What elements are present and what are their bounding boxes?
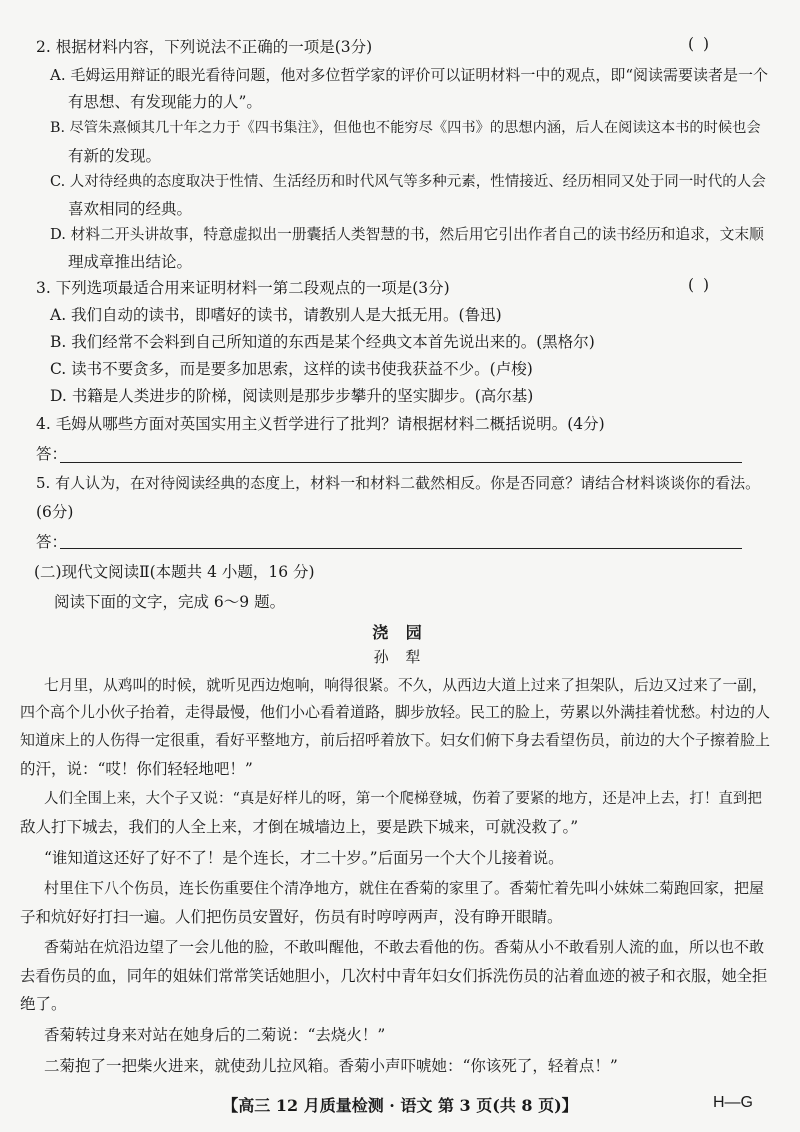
page-footer: 【高三 12 月质量检测 · 语文 第 3 页(共 8 页)】: [222, 1096, 578, 1115]
paper-code: H—G: [713, 1094, 753, 1111]
q4-answer-line[interactable]: [60, 462, 742, 463]
q3-option-d: D. 书籍是人类进步的阶梯，阅读则是那步步攀升的坚实脚步。(高尔基): [50, 387, 534, 405]
paragraph-5-line-2: 去看伤员的血，同年的姐妹们常常笑话她胆小，几次村中青年妇女们拆洗伤员的沾着血迹的被子和衣服，她全拒: [20, 967, 768, 985]
q2-option-d: D. 材料二开头讲故事，特意虚拟出一册囊括人类智慧的书，然后用它引出作者自己的读书经历和追求，文末顺: [50, 226, 764, 243]
paragraph-2-line-2: 敌人打下城去，我们的人全上来，才倒在城墙边上，要是跌下城来，可就没救了。”: [20, 818, 579, 836]
paragraph-1-line-2: 四个高个儿小伙子抬着，走得最慢，他们小心看着道路，脚步放轻。民工的脸上，劳累以外满挂着忧愁。村边的人: [20, 703, 771, 721]
q2-stem: 2. 根据材料内容，下列说法不正确的一项是(3分): [36, 38, 373, 56]
paragraph-4-line-2: 子和炕好好打扫一遍。人们把伤员安置好，伤员有时哼哼两声，没有睁开眼睛。: [20, 908, 563, 926]
q3-option-c: C. 读书不要贪多，而是要多加思索，这样的读书使我获益不少。(卢梭): [50, 360, 533, 378]
q2-option-d-cont: 理成章推出结论。: [68, 253, 193, 271]
paragraph-6: 香菊转过身来对站在她身后的二菊说：“去烧火！”: [44, 1026, 386, 1044]
q5-answer-label: 答：: [36, 533, 68, 551]
paragraph-3: “谁知道这还好了好不了！是个连长，才二十岁。”后面另一个大个儿接着说。: [44, 849, 564, 867]
q4-answer-label: 答：: [36, 445, 68, 463]
q2-option-a: A. 毛姆运用辩证的眼光看待问题，他对多位哲学家的评价可以证明材料一中的观点，即“阅读需要读者是一个: [50, 66, 769, 84]
q3-stem: 3. 下列选项最适合用来证明材料一第二段观点的一项是(3分): [36, 279, 450, 297]
paragraph-1-line-4: 的汗，说：“哎！你们轻轻地吧！”: [20, 760, 253, 778]
q5-stem-cont: (6分): [36, 503, 74, 521]
q2-option-a-cont: 有思想、有发现能力的人”。: [68, 93, 262, 111]
q3-option-b: B. 我们经常不会料到自己所知道的东西是某个经典文本首先说出来的。(黑格尔): [50, 333, 595, 351]
q3-option-a: A. 我们自动的读书，即嗜好的读书，请教别人是大抵无用。(鲁迅): [50, 306, 502, 324]
paragraph-7: 二菊抱了一把柴火进来，就使劲儿拉风箱。香菊小声吓唬她：“你该死了，轻着点！”: [44, 1057, 618, 1075]
q2-option-b-cont: 有新的发现。: [68, 147, 162, 165]
q4-stem: 4. 毛姆从哪些方面对英国实用主义哲学进行了批判？请根据材料二概括说明。(4分): [36, 415, 605, 433]
q3-answer-paren: ( ): [688, 276, 712, 294]
section-heading: (二)现代文阅读Ⅱ(本题共 4 小题，16 分): [34, 563, 315, 581]
q2-option-c-cont: 喜欢相同的经典。: [68, 200, 193, 218]
paragraph-5-line-1: 香菊站在炕沿边望了一会儿他的脸，不敢叫醒他，不敢去看他的伤。香菊从小不敢看别人流的血，所以也不敢: [44, 938, 765, 956]
q2-option-c: C. 人对待经典的态度取决于性情、生活经历和时代风气等多种元素，性情接近、经历相同又处于同一时代的人会: [50, 174, 766, 190]
q5-answer-line[interactable]: [60, 548, 742, 549]
q5-stem: 5. 有人认为，在对待阅读经典的态度上，材料一和材料二截然相反。你是否同意？请结合材料谈谈你的看法。: [36, 474, 761, 492]
paragraph-1-line-3: 知道床上的人伤得一定很重，看好平整地方，前后招呼着放下。妇女们俯下身去看望伤员，前边的大个子擦着脸上: [20, 731, 771, 749]
paragraph-1-line-1: 七月里，从鸡叫的时候，就听见西边炮响，响得很紧。不久，从西边大道上过来了担架队，后边又过来了一副，: [44, 677, 767, 694]
paragraph-5-line-3: 绝了。: [20, 995, 67, 1013]
article-author: 孙 犁: [373, 648, 427, 666]
paragraph-4-line-1: 村里住下八个伤员，连长伤重要住个清净地方，就住在香菊的家里了。香菊忙着先叫小妹妹二菊跑回家，把屋: [44, 879, 765, 897]
q2-option-b: B. 尽管朱熹倾其几十年之力于《四书集注》，但他也不能穷尽《四书》的思想内涵，后人在阅读这本书的时候也会: [50, 120, 761, 136]
paragraph-2-line-1: 人们全围上来，大个子又说：“真是好样儿的呀，第一个爬梯登城，伤着了要紧的地方，还是冲上去，打！直到把: [44, 791, 762, 807]
q2-answer-paren: ( ): [688, 35, 712, 53]
article-title: 浇 园: [372, 623, 428, 642]
section-instruction: 阅读下面的文字，完成 6～9 题。: [54, 593, 286, 611]
